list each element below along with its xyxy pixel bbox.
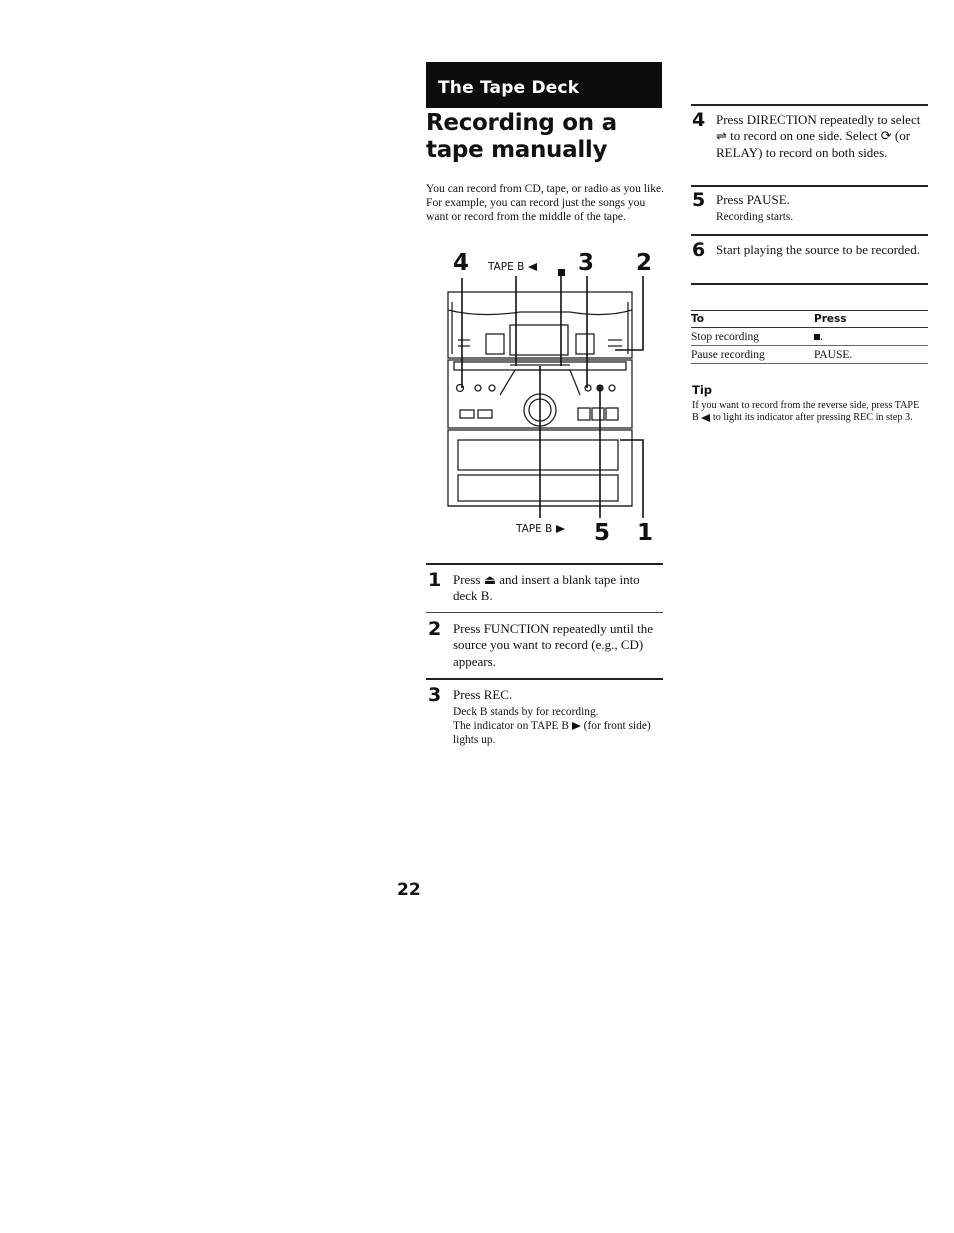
step-divider [426, 678, 663, 680]
reverse-play-icon [701, 414, 710, 422]
step-divider [691, 283, 928, 285]
step-text: Press ⏏ and insert a blank tape into deck B. [453, 572, 640, 604]
step-5 [692, 190, 928, 230]
table-header-to: To [691, 311, 814, 328]
tip-heading: Tip [692, 383, 713, 397]
table-cell-to: Stop recording [691, 328, 814, 346]
step-number: 4 [692, 109, 706, 131]
step-divider [691, 185, 928, 187]
step-3 [428, 685, 664, 755]
step-subtext: Deck B stands by for recording. [453, 706, 599, 718]
page-title: Recording on a tape manually [426, 110, 617, 163]
diagram-label-tape-b-forward: TAPE B [516, 523, 565, 535]
intro-paragraph: You can record from CD, tape, or radio as you like. For example, you can record just the songs you want or record from the middle of the tape. [426, 182, 665, 224]
forward-play-icon [556, 525, 565, 533]
step-1 [428, 570, 664, 612]
stereo-system-illustration [440, 270, 660, 520]
step-divider [426, 563, 663, 565]
diagram-label-step1: 1 [637, 520, 654, 546]
step-4 [692, 110, 928, 180]
step-divider [691, 234, 928, 236]
table-cell-press: . [814, 328, 928, 346]
step-number: 2 [428, 618, 442, 640]
step-2 [428, 619, 664, 679]
step-text: Press REC. [453, 687, 513, 702]
table-header-row [691, 311, 928, 328]
diagram-label-step5: 5 [594, 520, 611, 546]
step-subtext: The indicator on TAPE B (for front side) lights up. [453, 720, 651, 746]
diagram-label-step3: 3 [578, 250, 595, 276]
table-header-press: Press [814, 311, 928, 328]
table-row [691, 328, 928, 346]
both-sides-direction-icon: ⟳ [880, 128, 892, 144]
step-number: 3 [428, 684, 442, 706]
step-number: 5 [692, 189, 706, 211]
eject-icon: ⏏ [483, 572, 496, 587]
step-text: Press DIRECTION repeatedly to select ⇌ to record on one side. Select ⟳ (or RELAY) to record on both sides. [716, 112, 921, 160]
step-6 [692, 240, 928, 280]
step-text: Start playing the source to be recorded. [716, 242, 920, 257]
page-number: 22 [397, 880, 421, 900]
diagram-label-step2: 2 [636, 250, 653, 276]
section-title: The Tape Deck [438, 78, 580, 98]
step-divider [691, 104, 928, 106]
tip-text: If you want to record from the reverse side, press TAPE B to light its indicator after pressing REC in step 3. [692, 400, 920, 424]
table-row [691, 346, 928, 364]
table-cell-press: PAUSE. [814, 346, 928, 364]
operations-table [691, 310, 928, 364]
step-number: 6 [692, 239, 706, 261]
step-divider [426, 612, 663, 613]
step-subtext: Recording starts. [716, 211, 794, 223]
step-number: 1 [428, 569, 442, 591]
diagram-label-tape-b-reverse: TAPE B [488, 261, 537, 273]
one-side-direction-icon: ⇌ [716, 128, 727, 144]
forward-play-icon [572, 722, 581, 730]
diagram-label-step4: 4 [453, 250, 470, 276]
step-text: Press FUNCTION repeatedly until the source you want to record (e.g., CD) appears. [453, 621, 654, 669]
step-text: Press PAUSE. [716, 192, 790, 207]
section-banner [426, 62, 662, 108]
table-cell-to: Pause recording [691, 346, 814, 364]
